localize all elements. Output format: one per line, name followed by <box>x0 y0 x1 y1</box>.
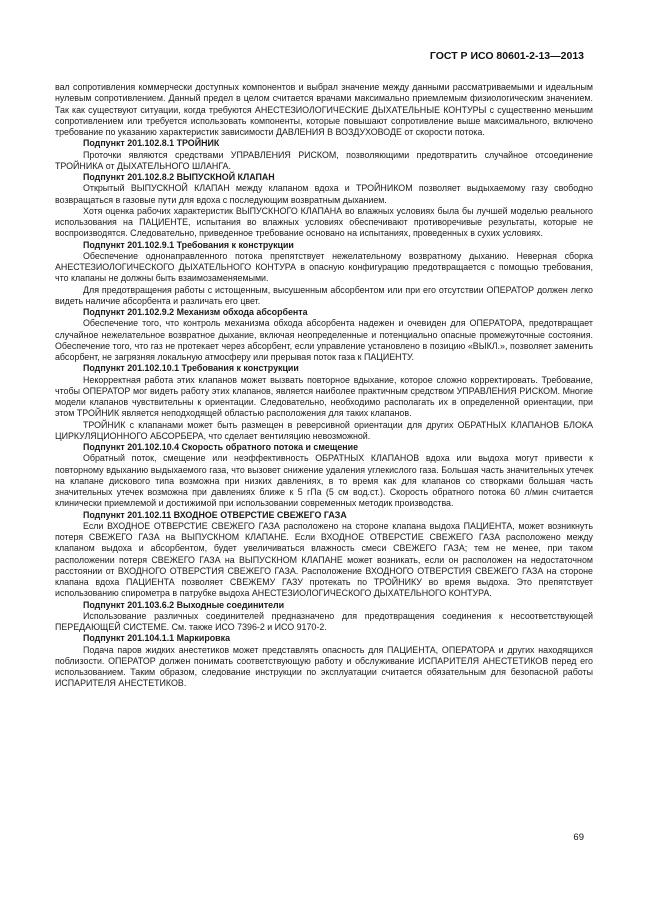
subclause-heading: Подпункт 201.103.6.2 Выходные соединители <box>83 599 285 610</box>
paragraph: Для предотвращения работы с истощенным, высушенным абсорбентом или при его отсутствии ОПЕРАТОР должен легко видеть наличие абсорбента и различать его цвет. <box>55 284 593 306</box>
subclause-heading: Подпункт 201.102.10.1 Требования к конструкции <box>83 363 299 374</box>
paragraph: Открытый ВЫПУСКНОЙ КЛАПАН между клапаном вдоха и ТРОЙНИКОМ позволяет выдыхаемому газу свободно возвращаться в газовые пути для вдоха с последующим возвратным дыханием. <box>55 183 593 205</box>
subclause-heading: Подпункт 201.102.10.4 Скорость обратного потока и смещение <box>83 442 359 452</box>
paragraph: ТРОЙНИК с клапанами может быть размещен в реверсивной ориентации для других ОБРАТНЫХ КЛАПАНОВ БЛОКА ЦИРКУЛЯЦИОННОГО АБСОРБЕРА, что сделает вентиляцию невозможной. <box>55 419 593 441</box>
paragraph: Обеспечение того, что контроль механизма обхода абсорбента надежен и очевиден для ОПЕРАТОРА, предотвращает случайное нежелательное возвратное дыхание, включая неопределенные и потенциально опасные промежуточные состояния. Обеспечение того, что газ не протекает через абсорбент, если управление установлено в позицию «ВЫКЛ.», позволяет заменить абсорбент, не загрязняя локальную атмосферу или прерывая поток газа к ПАЦИЕНТУ. <box>55 318 593 362</box>
paragraph: Хотя оценка рабочих характеристик ВЫПУСКНОГО КЛАПАНА во влажных условиях была бы лучшей моделью реального использования на ПАЦИЕНТЕ, испытания во влажных условиях обеспечивают противоречивые результаты, которые не воспроизводятся. Следовательно, приведенное требование основано на испытаниях, проведенных в сухих условиях. <box>55 205 593 239</box>
paragraph: Если ВХОДНОЕ ОТВЕРСТИЕ СВЕЖЕГО ГАЗА расположено на стороне клапана выдоха ПАЦИЕНТА, может возникнуть потеря СВЕЖЕГО ГАЗА на ВЫПУСКНОМ КЛАПАНЕ. Если ВХОДНОЕ ОТВЕРСТИЕ СВЕЖЕГО ГАЗА расположено между клапаном выдоха и абсорбентом, будет увеличиваться влажность смеси СВЕЖЕГО ГАЗА; тем не менее, при таком расположении потеря СВЕЖЕГО ГАЗА на ВЫПУСКНОМ КЛАПАНЕ может возникать, если он расположен на недостаточном расстоянии от ВХОДНОГО ОТВЕРСТИЯ СВЕЖЕГО ГАЗА. Расположение ВХОДНОГО ОТВЕРСТИЯ СВЕЖЕГО ГАЗА на стороне клапана вдоха ПАЦИЕНТА позволяет СВЕЖЕМУ ГАЗУ протекать по ТРОЙНИКУ во время выдоха. Это препятствует использованию спирометра в патрубке выдоха АНЕСТЕЗИОЛОГИЧЕСКОГО ДЫХАТЕЛЬНОГО КОНТУРА. <box>55 520 593 599</box>
subclause-heading: Подпункт 201.102.11 ВХОДНОЕ ОТВЕРСТИЕ СВЕЖЕГО ГАЗА <box>83 509 347 520</box>
subclause-heading: Подпункт 201.102.8.1 ТРОЙНИК <box>83 138 220 149</box>
paragraph: Использование различных соединителей предназначено для предотвращения соединения к несоответствующей ПЕРЕДАЮЩЕЙ СИСТЕМЕ. См. также ИСО 7396-2 и ИСО 9170-2. <box>55 610 593 632</box>
subclause-heading: Подпункт 201.102.8.2 ВЫПУСКНОЙ КЛАПАН <box>83 172 275 182</box>
paragraph: Проточки являются средствами УПРАВЛЕНИЯ РИСКОМ, позволяющими предотвратить случайное отсоединение ТРОЙНИКА от ДЫХАТЕЛЬНОГО ШЛАНГА. <box>55 149 593 171</box>
page-number: 69 <box>573 832 584 843</box>
subclause-heading: Подпункт 201.102.9.1 Требования к конструкции <box>83 239 294 250</box>
paragraph: Подача паров жидких анестетиков может представлять опасность для ПАЦИЕНТА, ОПЕРАТОРА и других находящихся поблизости. ОПЕРАТОР должен понимать соответствующую работу и обслуживание ИСПАРИТЕЛЯ АНЕСТЕТИКОВ перед его использованием. Таким образом, следование инструкции по эксплуатации считается обязательным для безопасной работы ИСПАРИТЕЛЯ АНЕСТЕТИКОВ. <box>55 644 593 689</box>
paragraph: вал сопротивления коммерчески доступных компонентов и выбрал значение между данными рассматриваемыми и идеальным нулевым сопротивлением. Данный предел в целом считается врачами максимально приемлемым физиологическим значением. Так как существуют ситуации, когда требуются АНЕСТЕЗИОЛОГИЧЕСКИЕ ДЫХАТЕЛЬНЫЕ КОНТУРЫ с существенно меньшим сопротивлением или требуется использовать компоненты, которые повышают сопротивление выше максимального, включено требование по указанию характеристик зависимости ДАВЛЕНИЯ В ВОЗДУХОВОДЕ от скорости потока. <box>55 82 593 137</box>
paragraph: Обратный поток, смещение или неэффективность ОБРАТНЫХ КЛАПАНОВ вдоха или выдоха могут привести к повторному вдыханию выдыхаемого газа, что вызовет снижение удаления углекислого газа. Большая часть значительных утечек на клапане дискового типа возможна при низких давлениях, в то время как для клапанов со створками большая часть значительных утечек возможна при давлениях ближе к 5 гПа (5 см вод.ст.). Скорость обратного потока 60 л/мин считается клинически приемлемой и достижимой при использовании современных методик производства. <box>55 453 593 509</box>
paragraph: Некорректная работа этих клапанов может вызвать повторное вдыхание, которое сложно корректировать. Требование, чтобы ОПЕРАТОР мог видеть работу этих клапанов, является наиболее практичным средством УПРАВЛЕНИЯ РИСКОМ. Многие модели клапанов чувствительны к ориентации. Следовательно, необходимо располагать их в определенной ориентации, при этом ТРОЙНИК является неподходящей областью расположения для таких клапанов. <box>55 374 593 419</box>
subclause-heading: Подпункт 201.102.9.2 Механизм обхода абсорбента <box>83 307 308 317</box>
document-header: ГОСТ Р ИСО 80601-2-13—2013 <box>429 50 584 62</box>
document-body <box>55 82 593 690</box>
subclause-heading: Подпункт 201.104.1.1 Маркировка <box>83 633 231 644</box>
paragraph: Обеспечение однонаправленного потока препятствует нежелательному возвратному дыханию. Неверная сборка АНЕСТЕЗИОЛОГИЧЕСКОГО ДЫХАТЕЛЬНОГО КОНТУРА в опасную конфигурацию предотвращается с помощью требования, что клапаны не должны быть взаимозаменяемыми. <box>55 250 593 284</box>
